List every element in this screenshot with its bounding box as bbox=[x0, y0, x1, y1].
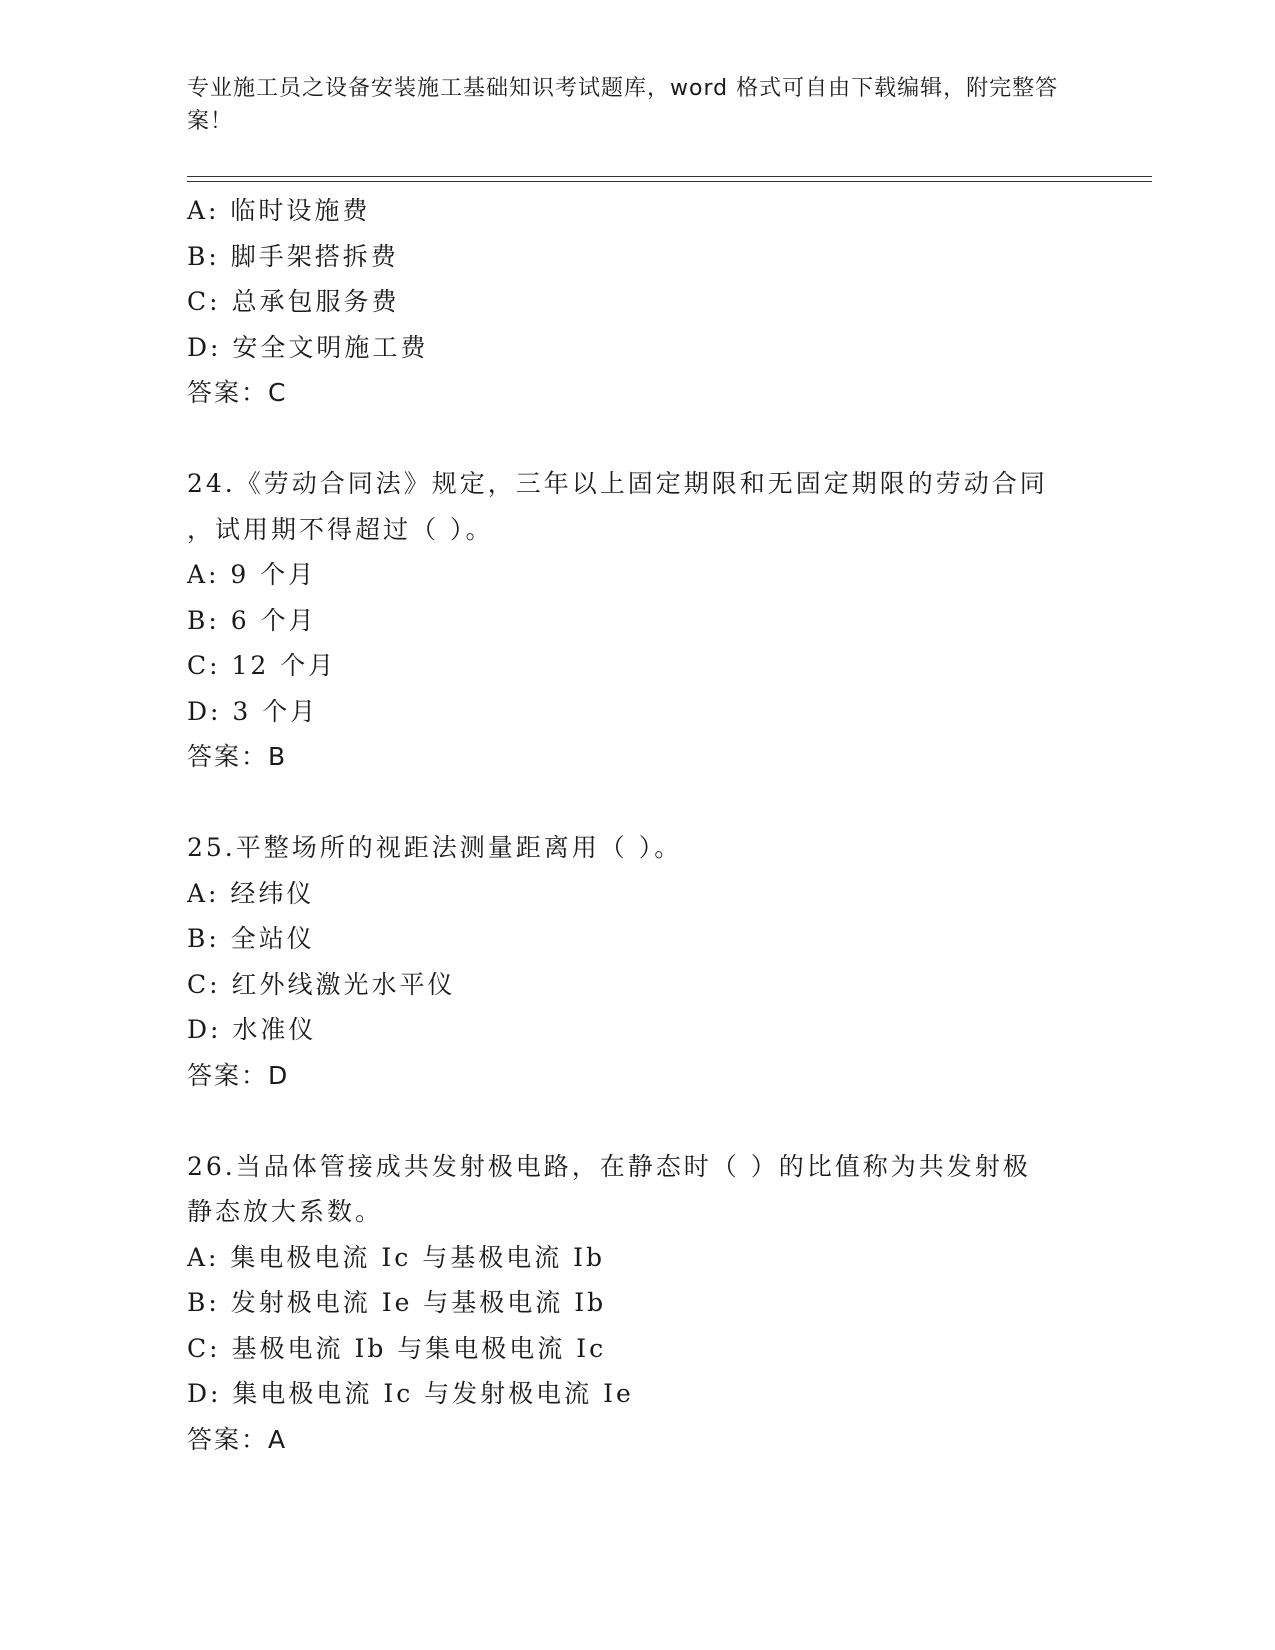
option-d: D: 集电极电流 Ic 与发射极电流 Ie bbox=[187, 1379, 634, 1408]
question-25 bbox=[187, 825, 1087, 1098]
spacer bbox=[187, 780, 1087, 826]
question-stem-continued: ，试用期不得超过（ ）。 bbox=[187, 514, 494, 544]
question-23 bbox=[187, 188, 1087, 416]
option-a: A: 经纬仪 bbox=[187, 878, 315, 908]
option-c: C: 基极电流 Ib 与集电极电流 Ic bbox=[187, 1333, 607, 1363]
option-d: D: 3 个月 bbox=[187, 696, 319, 726]
option-a: A: 集电极电流 Ic 与基极电流 Ib bbox=[187, 1242, 606, 1272]
answer: 答案：D bbox=[187, 1060, 290, 1090]
question-stem: 26.当品体管接成共发射极电路，在静态时（ ）的比值称为共发射极 bbox=[187, 1151, 1031, 1181]
option-d: D: 水准仪 bbox=[187, 1015, 317, 1044]
option-d: D: 安全文明施工费 bbox=[187, 332, 429, 362]
spacer bbox=[187, 416, 1087, 462]
option-a: A: 临时设施费 bbox=[187, 196, 371, 225]
option-c: C: 12 个月 bbox=[187, 651, 337, 680]
option-c: C: 总承包服务费 bbox=[187, 287, 400, 316]
question-list bbox=[187, 188, 1087, 1462]
question-stem: 25.平整场所的视距法测量距离用（ ）。 bbox=[187, 833, 683, 862]
question-26 bbox=[187, 1144, 1087, 1463]
option-b: B: 6 个月 bbox=[187, 605, 317, 635]
answer: 答案：B bbox=[187, 742, 288, 771]
answer: 答案：A bbox=[187, 1424, 288, 1454]
header-rule-bottom bbox=[187, 181, 1152, 182]
option-b: B: 脚手架搭拆费 bbox=[187, 241, 399, 271]
page-header: 专业施工员之设备安装施工基础知识考试题库，word 格式可自由下载编辑，附完整答案！ bbox=[187, 76, 1059, 134]
spacer bbox=[187, 1098, 1087, 1144]
option-b: B: 发射极电流 Ie 与基极电流 Ib bbox=[187, 1288, 607, 1317]
question-24 bbox=[187, 461, 1087, 780]
question-stem-continued: 静态放大系数。 bbox=[187, 1197, 384, 1226]
question-stem: 24.《劳动合同法》规定，三年以上固定期限和无固定期限的劳动合同 bbox=[187, 469, 1048, 498]
option-c: C: 红外线激光水平仪 bbox=[187, 969, 456, 999]
option-b: B: 全站仪 bbox=[187, 924, 315, 953]
option-a: A: 9 个月 bbox=[187, 560, 317, 589]
header-rule-top bbox=[187, 176, 1152, 177]
answer: 答案：C bbox=[187, 378, 288, 407]
